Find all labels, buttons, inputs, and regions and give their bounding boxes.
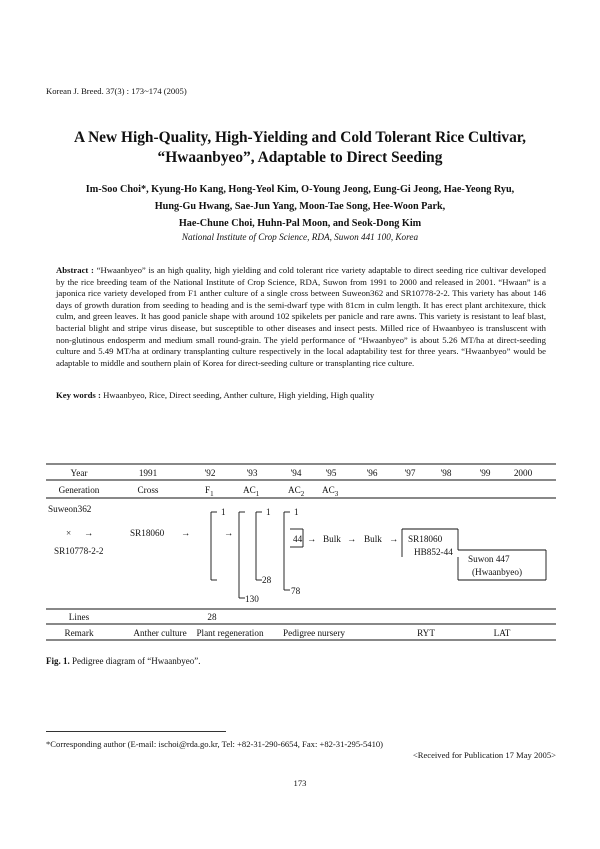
- footnote-rule: [46, 731, 226, 732]
- year-label: Year: [70, 468, 88, 478]
- bulk-2: Bulk: [364, 534, 382, 544]
- keywords-text: Hwaanbyeo, Rice, Direct seeding, Anther culture, High yielding, High quality: [100, 390, 375, 400]
- author-list: [60, 182, 540, 232]
- arrow-to-bulk1: →: [307, 534, 317, 544]
- final-suwon447: Suwon 447: [468, 554, 510, 564]
- remark-ryt: RYT: [417, 628, 435, 638]
- title-line-2: “Hwaanbyeo”, Adaptable to Direct Seeding: [157, 149, 443, 166]
- generation-label: Generation: [58, 485, 100, 495]
- remark-pedigree-nursery: Pedigree nursery: [283, 628, 345, 638]
- remark-plant-regeneration: Plant regeneration: [196, 628, 264, 638]
- keywords: [56, 390, 546, 400]
- caption-label: Fig. 1.: [46, 656, 70, 666]
- received-date: <Received for Publication 17 May 2005>: [412, 750, 556, 760]
- generation-ac3: [322, 485, 339, 498]
- final-hwaanbyeo: (Hwaanbyeo): [472, 567, 522, 577]
- page-number: 173: [293, 778, 307, 788]
- arrow-to-ac1: →: [224, 528, 234, 538]
- authors-line-2: Hung-Gu Hwang, Sae-Jun Yang, Moon-Tae Song, Hee-Woon Park,: [154, 200, 446, 212]
- ac1-count-1: 1: [221, 507, 226, 517]
- paper-title: [60, 128, 540, 168]
- title-line-1: A New High-Quality, High-Yielding and Cold Tolerant Rice Cultivar,: [73, 129, 527, 146]
- year-1991: 1991: [138, 468, 158, 478]
- parent-sr10778: SR10778-2-2: [54, 546, 104, 556]
- authors-line-1: Im-Soo Choi*, Kyung-Ho Kang, Hong-Yeol Kim, O-Young Jeong, Eung-Gi Jeong, Hae-Yeong Ryu,: [85, 184, 515, 195]
- f1-count-1: 1: [266, 507, 271, 517]
- year-2000: 2000: [513, 468, 533, 478]
- year-96: '96: [366, 468, 378, 478]
- parent-suweon362: Suweon362: [48, 504, 92, 514]
- year-92: '92: [204, 468, 216, 478]
- abstract-text: “Hwaanbyeo” is an high quality, high yielding and cold tolerant rice variety adaptable to direct seeding rice cultivar developed by the rice breeding team of the National Institute of Crop Science, RDA, Suwon from 1991 to 2000 and released in 2001. “Hwaan” is a japonica rice variety developed from F1 anther culture of a single cross between Suweon362 and SR10778-2-2. This variety has about 146 days of growth duration from seeding to heading and is the semi-dwarf type with 81cm in culm length. It has erect plant architexure, thick culm, and green leaves. It has good panicle shape with around 102 spikelets per panicle and rare awns. This variety is resistant to leaf blast, bacterial blight and stripe virus disease, but susceptible to other diseases and insect pests. Milled rice of Hwaanbyeo is transluscent with non-glutinous endosperm and medium small round-grain. The yield performance of “Hwaanbyeo” is about 5.26 MT/ha at direct-seeding culture and 5.49 MT/ha at ordinary transplanting culture respectively in the local adaptability test for three years. “Hwaanbyeo” would be adaptable to middle and southern plain of Korea for direct-seeding culture or transplanting rice culture.: [56, 265, 546, 368]
- gen-ac3-text: AC: [322, 485, 335, 495]
- generation-ac2: [288, 485, 305, 498]
- affiliation: National Institute of Crop Science, RDA, Suwon 441 100, Korea: [181, 232, 419, 242]
- keywords-label: Key words :: [56, 390, 101, 400]
- figure-caption: [46, 656, 200, 666]
- gen-ac1-sub: 1: [255, 490, 260, 498]
- gen-ac2-text: AC: [288, 485, 301, 495]
- lines-label: Lines: [68, 612, 90, 622]
- pedigree-svg: [46, 462, 556, 644]
- year-95: '95: [325, 468, 337, 478]
- authors-line-3: Hae-Chune Choi, Huhn-Pal Moon, and Seok-Dong Kim: [178, 217, 422, 229]
- pedigree-diagram: [46, 462, 556, 649]
- ac2-count-1: 1: [294, 507, 299, 517]
- remark-lat: LAT: [493, 628, 511, 638]
- gen-f-sub: 1: [210, 490, 214, 498]
- year-97: '97: [404, 468, 416, 478]
- cross-symbol: ×: [66, 528, 72, 538]
- arrow-to-bulk2: →: [347, 534, 357, 544]
- abstract-label: Abstract :: [56, 265, 94, 275]
- generation-ac1: [243, 485, 260, 498]
- arrow-to-ryt: →: [389, 534, 399, 544]
- year-99: '99: [479, 468, 491, 478]
- remark-anther-culture: Anther culture: [133, 628, 187, 638]
- gen-ac2-sub: 2: [300, 490, 305, 498]
- corresponding-author: *Corresponding author (E-mail: ischoi@rda.go.kr, Tel: +82-31-290-6654, Fax: +82-31-295-5410): [46, 739, 384, 749]
- ryt-sr18060: SR18060: [408, 534, 443, 544]
- remark-label: Remark: [64, 628, 94, 638]
- ac2-count-78: 78: [291, 586, 301, 596]
- year-94: '94: [290, 468, 302, 478]
- gen-f-text: F: [205, 485, 211, 495]
- cross-arrow: →: [84, 528, 94, 538]
- line-count-44: 44: [293, 534, 303, 544]
- gen-ac1-text: AC: [243, 485, 256, 495]
- ryt-hb852-44: HB852-44: [414, 547, 453, 557]
- abstract: [56, 265, 546, 369]
- gen-ac3-sub: 3: [334, 490, 339, 498]
- year-93: '93: [246, 468, 258, 478]
- generation-f1: [205, 485, 214, 498]
- ac1-count-130: 130: [245, 594, 259, 604]
- year-98: '98: [440, 468, 452, 478]
- bulk-1: Bulk: [323, 534, 341, 544]
- lines-value: 28: [207, 612, 217, 622]
- caption-text: Pedigree diagram of “Hwaanbyeo”.: [69, 656, 201, 666]
- f1-sr18060: SR18060: [130, 528, 165, 538]
- arrow-to-f1: →: [181, 528, 191, 538]
- generation-cross: Cross: [137, 485, 159, 495]
- f1-count-28: 28: [262, 575, 272, 585]
- journal-citation: Korean J. Breed. 37(3) : 173~174 (2005): [46, 86, 187, 96]
